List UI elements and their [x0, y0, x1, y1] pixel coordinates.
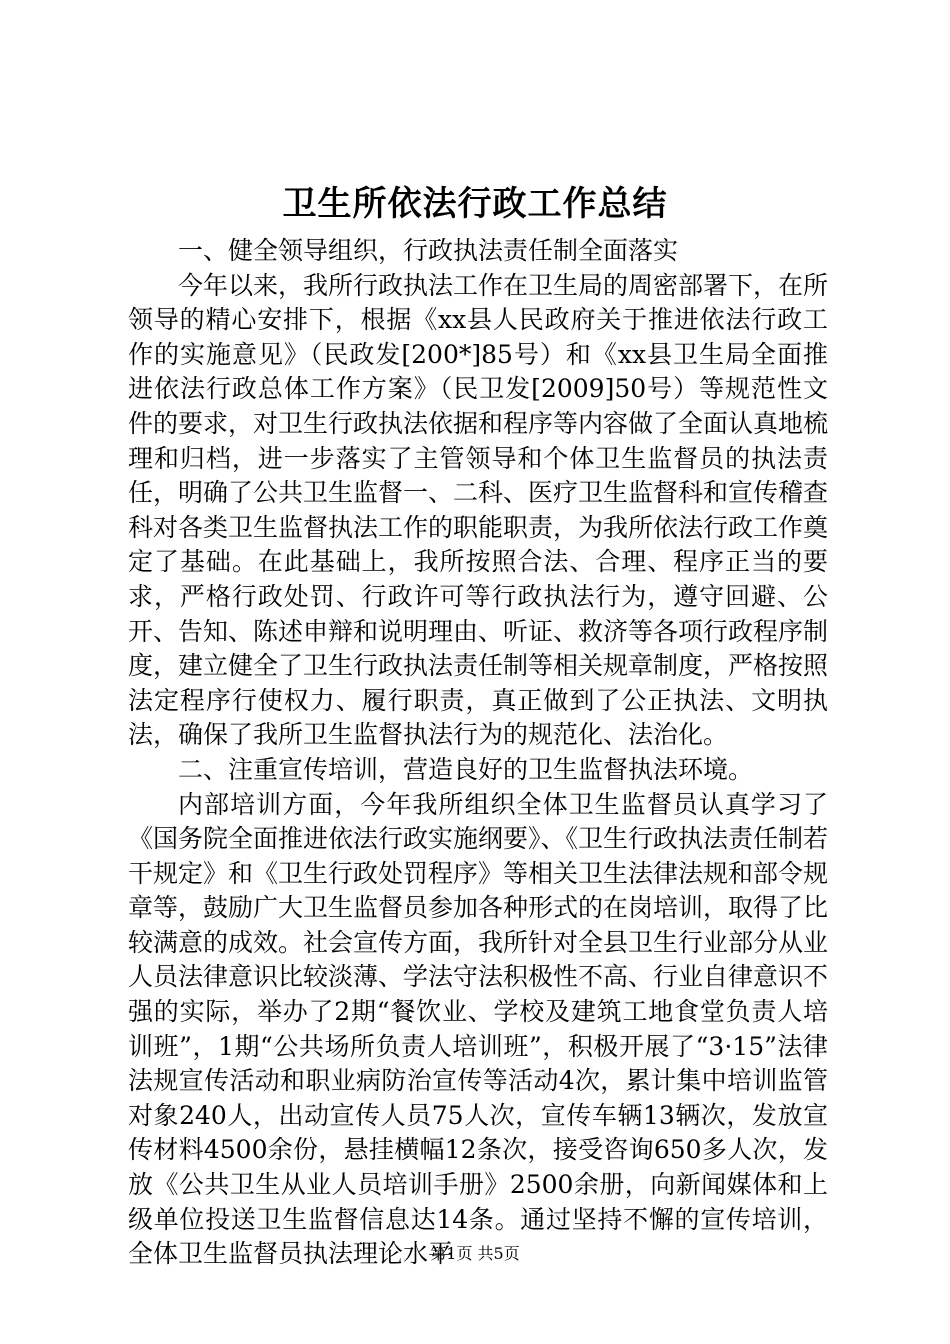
- section-heading-1: 一、健全领导组织，行政执法责任制全面落实: [178, 236, 679, 265]
- body-paragraph-2: 内部培训方面，今年我所组织全体卫生监督员认真学习了《国务院全面推进依法行政实施纲要》、《卫生行政执法责任制若干规定》和《卫生行政处罚程序》等相关卫生法律法规和部令规章等，鼓励广大卫生监督员参加各种形式的在岗培训，取得了比较满意的成效。社会宣传方面，我所针对全县卫生行业部分从业人员法律意识比较淡薄、学法守法积极性不高、行业自律意识不强的实际，举办了2期“餐饮业、学校及建筑工地食堂负责人培训班”，1期“公共场所负责人培训班”，积极开展了“3·15”法律法规宣传活动和职业病防治宣传等活动4次，累计集中培训监管对象240人，出动宣传人员75人次，宣传车辆13辆次，发放宣传材料4500余份，悬挂横幅12条次，接受咨询650多人次，发放《公共卫生从业人员培训手册》2500余册，向新闻媒体和上级单位投送卫生监督信息达14条。通过坚持不懈的宣传培训，全体卫生监督员执法理论水平: [128, 789, 829, 1269]
- body-paragraph-1: 今年以来，我所行政执法工作在卫生局的周密部署下，在所领导的精心安排下，根据《xx县人民政府关于推进依法行政工作的实施意见》（民政发[200*]85号）和《xx县卫生局全面推进依法行政总体工作方案》（民卫发[2009]50号）等规范性文件的要求，对卫生行政执法依据和程序等内容做了全面认真地梳理和归档，进一步落实了主管领导和个体卫生监督员的执法责任，明确了公共卫生监督一、二科、医疗卫生监督科和宣传稽查科对各类卫生监督执法工作的职能职责，为我所依法行政工作奠定了基础。在此基础上，我所按照合法、合理、程序正当的要求，严格行政处罚、行政许可等行政执法行为，遵守回避、公开、告知、陈述申辩和说明理由、听证、救济等各项行政程序制度，建立健全了卫生行政执法责任制等相关规章制度，严格按照法定程序行使权力、履行职责，真正做到了公正执法、文明执法，确保了我所卫生监督执法行为的规范化、法治化。: [128, 270, 829, 750]
- document-title: 卫生所依法行政工作总结: [282, 184, 668, 224]
- page-number-footer: 第1页 共5页: [430, 1244, 520, 1263]
- section-heading-2: 二、注重宣传培训，营造良好的卫生监督执法环境。: [178, 754, 754, 784]
- document-body: [128, 234, 828, 1272]
